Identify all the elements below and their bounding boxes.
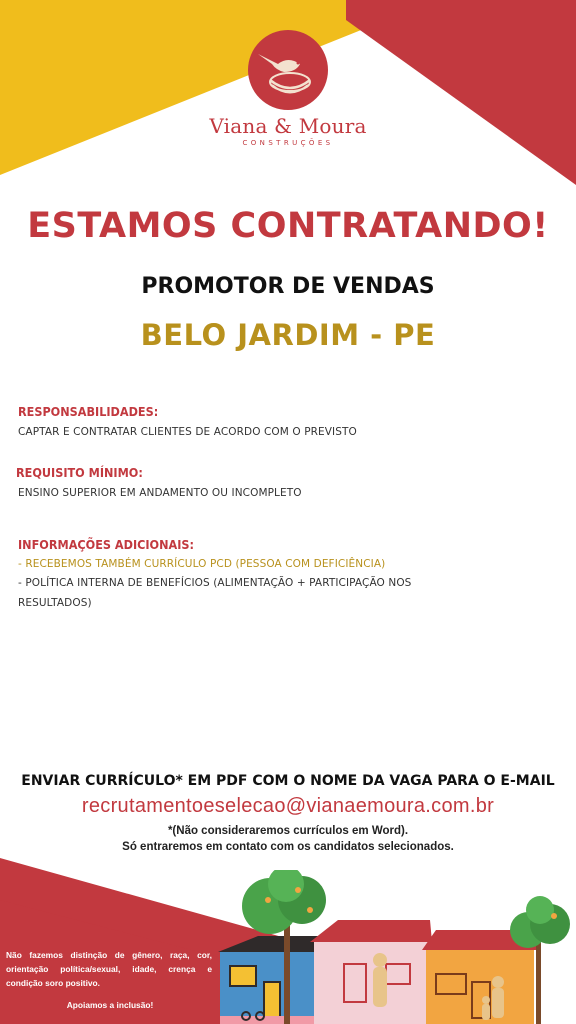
left-house-base [220,1016,326,1024]
tree-right-canopy-3 [526,896,554,924]
brand-name: Viana & Moura [209,114,367,138]
tree-left-trunk [284,920,290,1024]
job-location: BELO JARDIM - PE [140,318,436,352]
figure-adult-head [373,953,387,967]
middle-house-roof [310,920,432,942]
figure-child-head [482,996,490,1004]
application-email-link[interactable]: recrutamentoeselecao@vianaemoura.com.br [81,795,495,817]
tree-left-fruit-3 [307,907,313,913]
company-logo [205,30,371,147]
left-house-door [264,982,280,1018]
pcd-info: - RECEBEMOS TAMBÉM CURRÍCULO PCD (PESSOA COM DEFICIÊNCIA) [18,558,386,570]
brand-subtitle: CONSTRUÇÕES [242,139,334,147]
benefits-info-line2: RESULTADOS) [18,597,92,609]
figure-right-head [492,976,504,988]
top-right-red-triangle [346,0,576,185]
hiring-headline: ESTAMOS CONTRATANDO! [27,206,549,246]
left-house-roof [218,936,328,952]
non-discrimination-statement: Não fazemos distinção de gênero, raça, cor, orientação política/sexual, idade, crença e condição soro positivo. [6,950,212,988]
bird-nest-icon [248,30,328,110]
inclusion-support: Apoiamos a inclusão! [66,1000,154,1010]
tree-left-fruit-1 [265,897,271,903]
contact-note: Só entraremos em contato com os candidatos selecionados. [122,841,454,853]
requirement-text: ENSINO SUPERIOR EM ANDAMENTO OU INCOMPLETO [18,487,302,499]
right-house-window [436,974,466,994]
tree-right-fruit [551,913,557,919]
middle-house-window-right [386,964,410,984]
figure-adult-body [373,967,387,1007]
additional-info-label: INFORMAÇÕES ADICIONAIS: [18,537,195,552]
middle-house-window-left [344,964,366,1002]
application-instruction: ENVIAR CURRÍCULO* EM PDF COM O NOME DA VAGA PARA O E-MAIL [21,773,555,789]
requirement-label: REQUISITO MÍNIMO: [16,465,143,480]
figure-child-body [482,1004,490,1020]
left-house-window [230,966,256,986]
tree-left-fruit-2 [295,887,301,893]
word-note: *(Não consideraremos currículos em Word). [167,825,409,837]
middle-house-wall [314,942,430,1024]
responsibilities-text: CAPTAR E CONTRATAR CLIENTES DE ACORDO COM O PREVISTO [18,426,357,438]
job-title: PROMOTOR DE VENDAS [141,274,435,299]
responsibilities-label: RESPONSABILIDADES: [18,404,159,419]
houses-trees-family-illustration [210,870,576,1024]
benefits-info-line1: - POLÍTICA INTERNA DE BENEFÍCIOS (ALIMENTAÇÃO + PARTICIPAÇÃO NOS [18,577,412,589]
figure-right-body [492,988,504,1018]
